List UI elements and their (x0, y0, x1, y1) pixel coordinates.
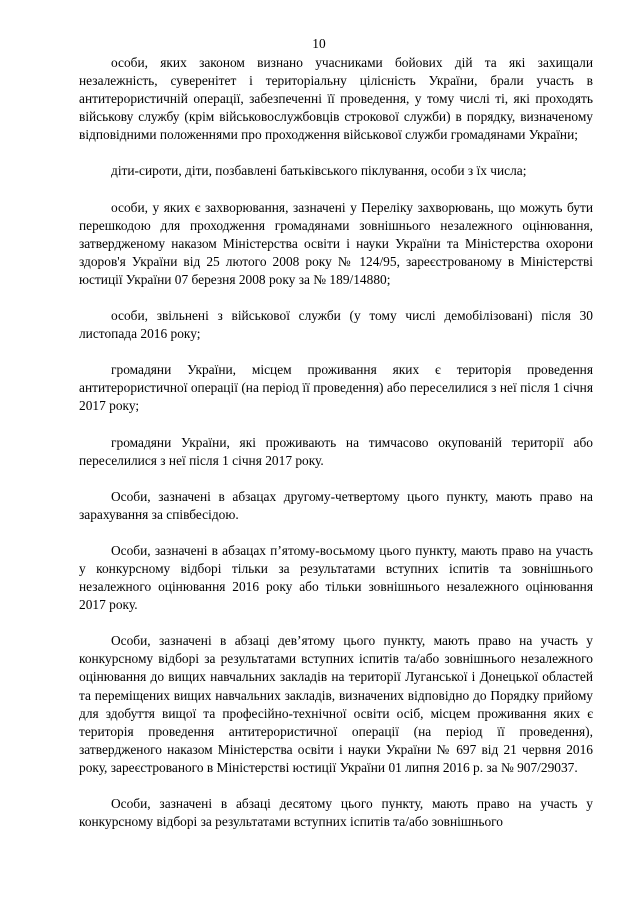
paragraph-ninth-abzac-right: Особи, зазначені в абзаці дев’ятому цього пункту, мають право на участь у конкурсному відборі за результатами вступних іспитів та/або зовнішнього незалежного оцінювання до вищих навчальних закладів на території Луганської і Донецької областей та переміщених вищих навчальних закладів, визначених відповідно до Порядку прийому для здобуття вищої та професійно-технічної освіти осіб, місцем проживання яких є територія проведення антитерористичної операції (на період її проведення), затвердженого наказом Міністерства освіти і науки України № 697 від 21 червня 2016 року, зареєстрованого в Міністерстві юстиції України 01 липня 2016 р. за № 907/29037. (79, 633, 593, 775)
paragraph-ato-residents: громадяни України, місцем проживання яких є територія проведення антитерористичної операції (на період її проведення) або переселилися з неї після 1 січня 2017 року; (79, 362, 593, 414)
paragraph-occupied-territory: громадяни України, які проживають на тимчасово окупованій території або переселилися з неї після 1 січня 2017 року. (79, 434, 593, 468)
paragraph-health-conditions: особи, у яких є захворювання, зазначені у Переліку захворювань, що можуть бути перешкодою для проходження громадянами зовнішнього незалежного оцінювання, затвердженому наказом Міністерства освіти і науки України та Міністерства охорони здоров'я України від 25 лютого 2008 року № 124/95, зареєстрованому в Міністерстві юстиції України 07 березня 2008 року за № 189/14880; (79, 199, 593, 287)
paragraph-exam-right: Особи, зазначені в абзацах п’ятому-восьмому цього пункту, мають право на участь у конкурсному відборі тільки за результатами вступних іспитів та зовнішнього незалежного оцінювання 2016 року або тільки зовнішнього незалежного оцінювання 2017 року. (79, 542, 593, 613)
page-number: 10 (312, 36, 326, 51)
paragraph-demobilized: особи, звільнені з військової служби (у тому числі демобілізовані) після 30 листопада 2016 року; (79, 308, 593, 342)
document-body (79, 54, 593, 849)
paragraph-combatants: особи, яких законом визнано учасниками бойових дій та які захищали незалежність, суверенітет і територіальну цілісність України, брали участь в антитерористичній операції, забезпеченні її проведення, у тому числі ті, які проходять військову службу (крім військовослужбовців строкової служби) в порядку, визначеному відповідними положеннями про проходження військової служби громадянами України; (79, 55, 593, 143)
paragraph-interview-right: Особи, зазначені в абзацах другому-четвертому цього пункту, мають право на зарахування за співбесідою. (79, 488, 593, 522)
paragraph-tenth-abzac-right: Особи, зазначені в абзаці десятому цього пункту, мають право на участь у конкурсному відборі за результатами вступних іспитів та/або зовнішнього (79, 796, 593, 830)
paragraph-orphans: діти-сироти, діти, позбавлені батьківського піклування, особи з їх числа; (111, 163, 527, 179)
